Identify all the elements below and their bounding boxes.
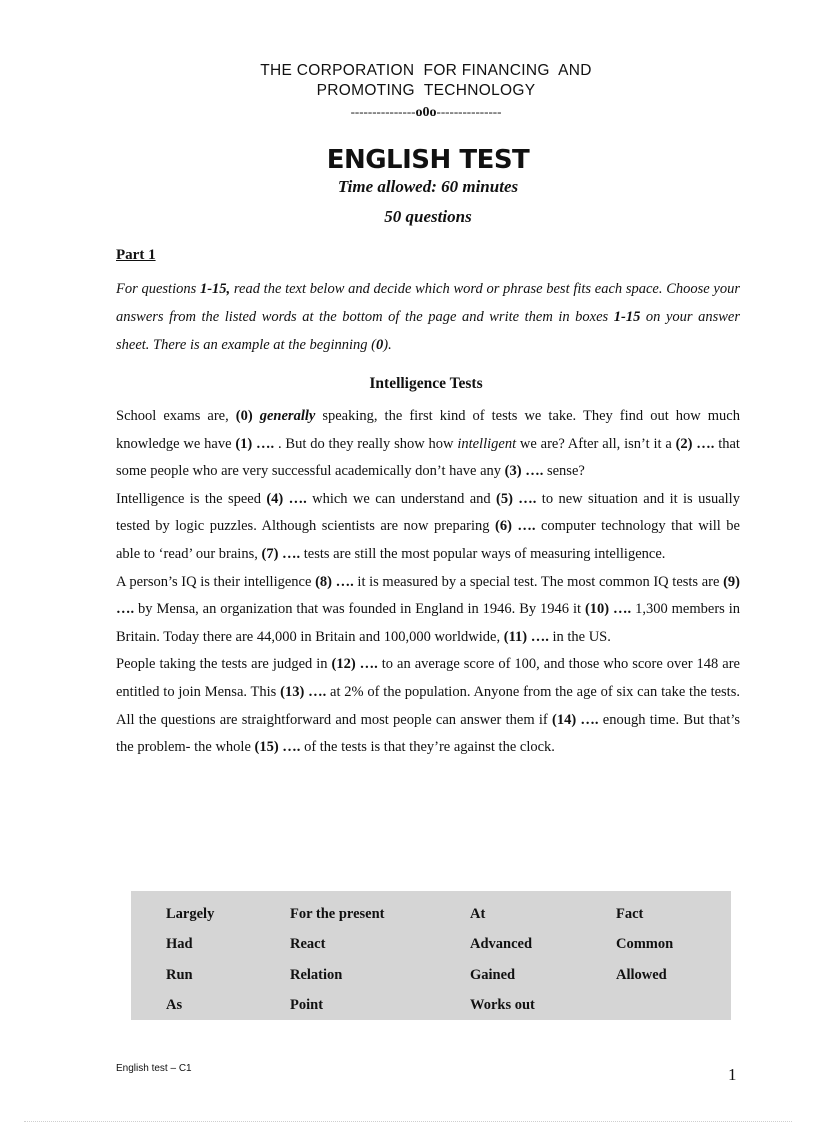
gap-1: (1) …. — [235, 435, 275, 452]
passage-paragraph-4: People taking the tests are judged in (12) …. to an average score of 100, and those who score over 148 are entitled to join Mensa. This (13) …. at 2% of the population. Anyone from the age of six can take the tests. All the questions are straightforward and most people can answer them if (14) …. enough time. But that’s the problem- the whole (15) …. of the tests is that they’re against the clock. — [116, 656, 740, 756]
passage-title: Intelligence Tests — [369, 375, 483, 392]
word-option: Gained — [470, 966, 516, 983]
page-bottom-divider — [24, 1121, 792, 1122]
footer-label: English test – C1 — [116, 1063, 192, 1074]
word-option: Fact — [616, 905, 644, 922]
separator-ornament: o0o — [415, 105, 437, 120]
org-line-2: PROMOTING TECHNOLOGY — [316, 82, 536, 99]
word-bank-row — [166, 930, 726, 961]
word-option: At — [470, 905, 486, 922]
gap-0: (0) — [235, 408, 253, 424]
word-option: Point — [290, 997, 324, 1014]
gap-7: (7) …. — [261, 545, 301, 562]
word-option: Works out — [470, 997, 535, 1014]
gap-9: (9) …. — [116, 573, 740, 618]
organization-name — [0, 61, 816, 101]
word-option: Had — [166, 936, 193, 953]
gap-2: (2) …. — [675, 435, 715, 452]
page-number: 1 — [728, 1065, 737, 1084]
gap-5: (5) …. — [496, 490, 537, 507]
gap-3: (3) …. — [504, 463, 544, 480]
separator-dashes-left: --------------- — [350, 104, 416, 119]
word-bank-grid — [166, 899, 726, 1021]
word-option: Relation — [290, 966, 343, 983]
gap-13: (13) …. — [280, 683, 327, 700]
word-option: Allowed — [616, 966, 667, 983]
gap-12: (12) …. — [331, 656, 378, 673]
word-bank-row — [166, 960, 726, 991]
passage-paragraph-3: A person’s IQ is their intelligence (8) …. it is measured by a special test. The most common IQ tests are (9) …. by Mensa, an organization that was founded in England in 1946. By 1946 it (10) …. 1,300 members in Britain. Today there are 44,000 in Britain and 100,000 worldwide, (11) …. in the US. — [116, 573, 740, 645]
word-option: Common — [616, 936, 674, 953]
separator — [0, 104, 816, 121]
word-option: React — [290, 936, 326, 953]
gap-14: (14) …. — [551, 711, 599, 728]
org-line-1: THE CORPORATION FOR FINANCING AND — [260, 62, 592, 79]
part-instructions: For questions 1-15, read the text below and decide which word or phrase best fits each space. Choose your answers from the listed words at the bottom of the page and write them in boxes 1-15 on your answer sheet. There is an example at the beginning (0). — [116, 281, 741, 353]
gap-10: (10) …. — [584, 601, 632, 618]
gap-4: (4) …. — [266, 490, 307, 507]
word-bank-row — [166, 991, 726, 1022]
question-count: 50 questions — [384, 207, 472, 226]
part-heading: Part 1 — [116, 247, 156, 263]
word-option: Largely — [166, 905, 215, 922]
word-bank-row — [166, 899, 726, 930]
gap-6: (6) …. — [494, 518, 536, 535]
separator-dashes-right: --------------- — [436, 104, 502, 119]
passage-paragraph-2: Intelligence is the speed (4) …. which we can understand and (5) …. to new situation and it is usually tested by logic puzzles. Although scientists are now preparing (6) …. computer technology that will be able to ‘read’ our brains, (7) …. tests are still the most popular ways of measuring intelligence. — [116, 490, 740, 562]
gap-11: (11) …. — [503, 628, 549, 645]
passage-paragraph-1: School exams are, (0) generally speaking, the first kind of tests we take. They find out how much knowledge we have (1) …. . But do they really show how intelligent we are? After all, isn’t it a (2) …. that some people who are very successful academically don’t have any (3) …. sense? — [116, 408, 740, 480]
word-option: For the present — [290, 905, 385, 922]
word-option: As — [166, 997, 183, 1014]
page-title: ENGLISH TEST — [326, 145, 530, 175]
time-allowed: Time allowed: 60 minutes — [337, 177, 519, 196]
word-option: Advanced — [470, 936, 533, 953]
gap-15: (15) …. — [254, 739, 301, 756]
passage-text — [116, 403, 740, 762]
gap-8: (8) …. — [315, 573, 354, 590]
example-answer: generally — [259, 408, 316, 424]
word-option: Run — [166, 966, 193, 983]
word-bank — [131, 891, 731, 1020]
